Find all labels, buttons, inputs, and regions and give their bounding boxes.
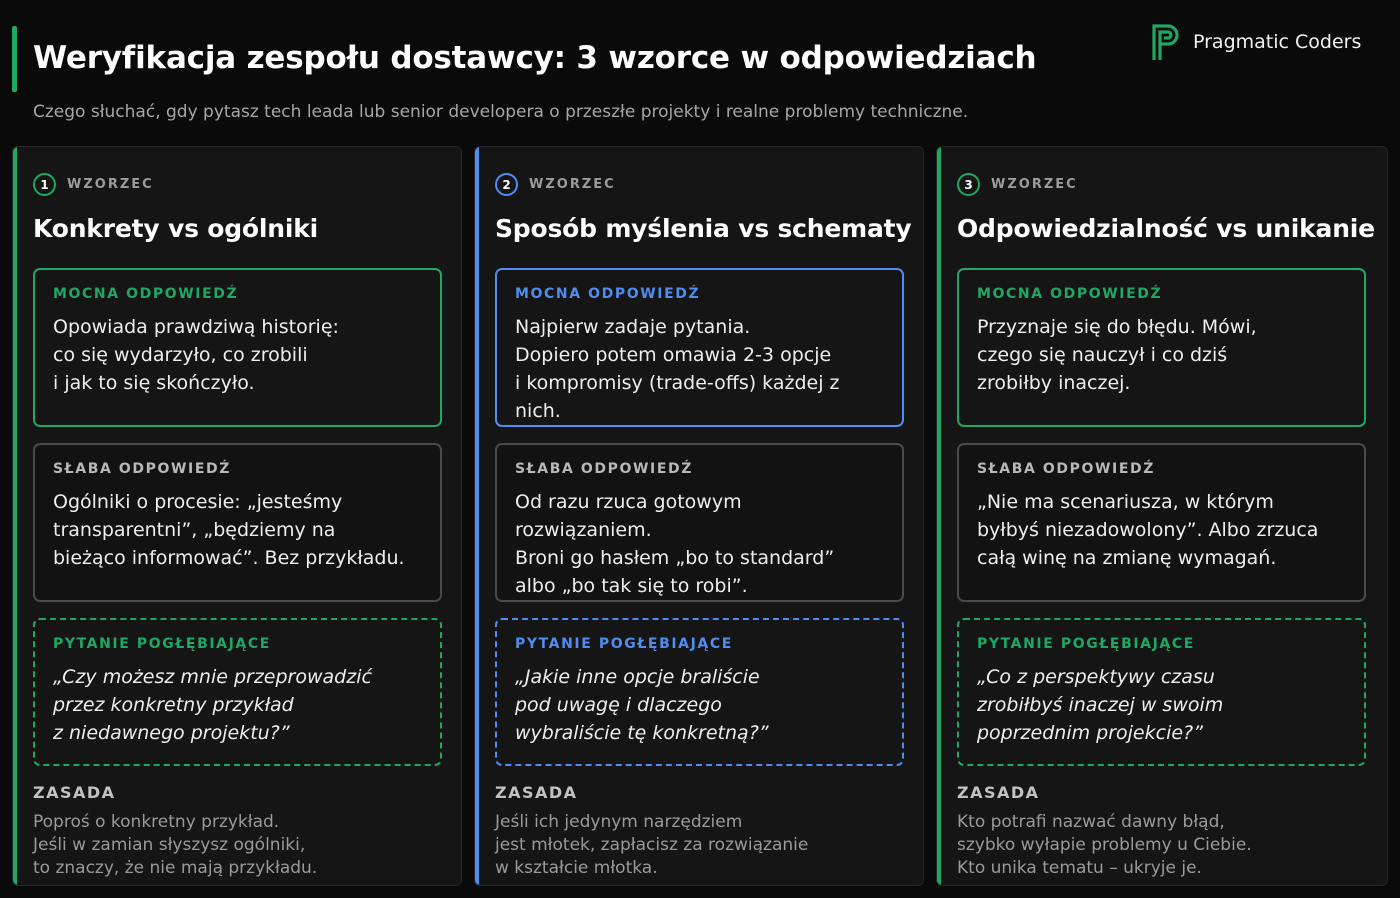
brand-name: Pragmatic Coders: [1193, 31, 1362, 53]
strong-answer-label: MOCNA ODPOWIEDŹ: [53, 286, 239, 302]
weak-answer-label: SŁABA ODPOWIEDŹ: [53, 461, 231, 477]
weak-answer-box: [495, 443, 904, 602]
probe-question-text: „Jakie inne opcje braliście pod uwagę i dlaczego wybraliście tę konkretną?”: [515, 666, 769, 744]
weak-answer-box: [957, 443, 1366, 602]
probe-question-box: [33, 618, 442, 766]
pattern-header: [33, 173, 154, 196]
card-accent-bar: [475, 147, 479, 885]
pattern-card-2: [474, 146, 924, 886]
page-title: Weryfikacja zespołu dostawcy: 3 wzorce w odpowiedziach: [33, 40, 1037, 76]
pattern-card-1: [12, 146, 462, 886]
weak-answer-text: Od razu rzuca gotowym rozwiązaniem. Broni go hasłem „bo to standard” albo „bo tak się to robi”.: [515, 491, 835, 597]
rule-text: Jeśli ich jedynym narzędziem jest młotek, zapłacisz za rozwiązanie w kształcie młotka.: [495, 812, 809, 878]
probe-question-text: „Czy możesz mnie przeprowadzić przez konkretny przykład z niedawnego projektu?”: [53, 666, 372, 744]
strong-answer-box: [495, 268, 904, 427]
probe-question-label: PYTANIE POGŁĘBIAJĄCE: [515, 636, 733, 652]
brand-logo: [1150, 22, 1361, 62]
pattern-title: Odpowiedzialność vs unikanie: [957, 214, 1375, 243]
strong-answer-label: MOCNA ODPOWIEDŹ: [977, 286, 1163, 302]
card-accent-bar: [937, 147, 941, 885]
weak-answer-label: SŁABA ODPOWIEDŹ: [977, 461, 1155, 477]
probe-question-box: [495, 618, 904, 766]
pattern-header: [495, 173, 616, 196]
pattern-label: WZORZEC: [991, 177, 1078, 192]
pattern-label: WZORZEC: [529, 177, 616, 192]
strong-answer-label: MOCNA ODPOWIEDŹ: [515, 286, 701, 302]
card-accent-bar: [13, 147, 17, 885]
pattern-number-badge: 1: [33, 173, 56, 196]
strong-answer-text: Najpierw zadaje pytania. Dopiero potem omawia 2-3 opcje i kompromisy (trade-offs) każdej z nich.: [515, 316, 840, 422]
pattern-number-badge: 3: [957, 173, 980, 196]
weak-answer-text: Ogólniki o procesie: „jesteśmy transparentni”, „będziemy na bieżąco informować”. Bez przykładu.: [53, 491, 405, 569]
strong-answer-text: Opowiada prawdziwą historię: co się wydarzyło, co zrobili i jak to się skończyło.: [53, 316, 339, 394]
probe-question-box: [957, 618, 1366, 766]
title-accent-bar: [12, 26, 17, 92]
rule-text: Kto potrafi nazwać dawny błąd, szybko wyłapie problemy u Ciebie. Kto unika tematu – ukryje je.: [957, 812, 1252, 878]
pattern-header: [957, 173, 1078, 196]
rule-text: Poproś o konkretny przykład. Jeśli w zamian słyszysz ogólniki, to znaczy, że nie mają przykładu.: [33, 812, 318, 878]
probe-question-label: PYTANIE POGŁĘBIAJĄCE: [977, 636, 1195, 652]
weak-answer-label: SŁABA ODPOWIEDŹ: [515, 461, 693, 477]
pattern-label: WZORZEC: [67, 177, 154, 192]
pragmatic-coders-logo-icon: [1150, 22, 1184, 62]
probe-question-label: PYTANIE POGŁĘBIAJĄCE: [53, 636, 271, 652]
rule-label: ZASADA: [33, 783, 116, 802]
weak-answer-text: „Nie ma scenariusza, w którym byłbyś niezadowolony”. Albo zrzuca całą winę na zmianę wymagań.: [977, 491, 1319, 569]
probe-question-text: „Co z perspektywy czasu zrobiłbyś inaczej w swoim poprzednim projekcie?”: [977, 666, 1224, 744]
pattern-title: Konkrety vs ogólniki: [33, 214, 319, 243]
pattern-card-3: [936, 146, 1388, 886]
rule-label: ZASADA: [957, 783, 1040, 802]
pattern-title: Sposób myślenia vs schematy: [495, 214, 912, 243]
strong-answer-box: [33, 268, 442, 427]
page-subtitle: Czego słuchać, gdy pytasz tech leada lub senior developera o przeszłe projekty i realne problemy techniczne.: [33, 102, 969, 122]
strong-answer-box: [957, 268, 1366, 427]
rule-label: ZASADA: [495, 783, 578, 802]
pattern-number-badge: 2: [495, 173, 518, 196]
strong-answer-text: Przyznaje się do błędu. Mówi, czego się nauczył i co dziś zrobiłby inaczej.: [977, 316, 1257, 394]
weak-answer-box: [33, 443, 442, 602]
